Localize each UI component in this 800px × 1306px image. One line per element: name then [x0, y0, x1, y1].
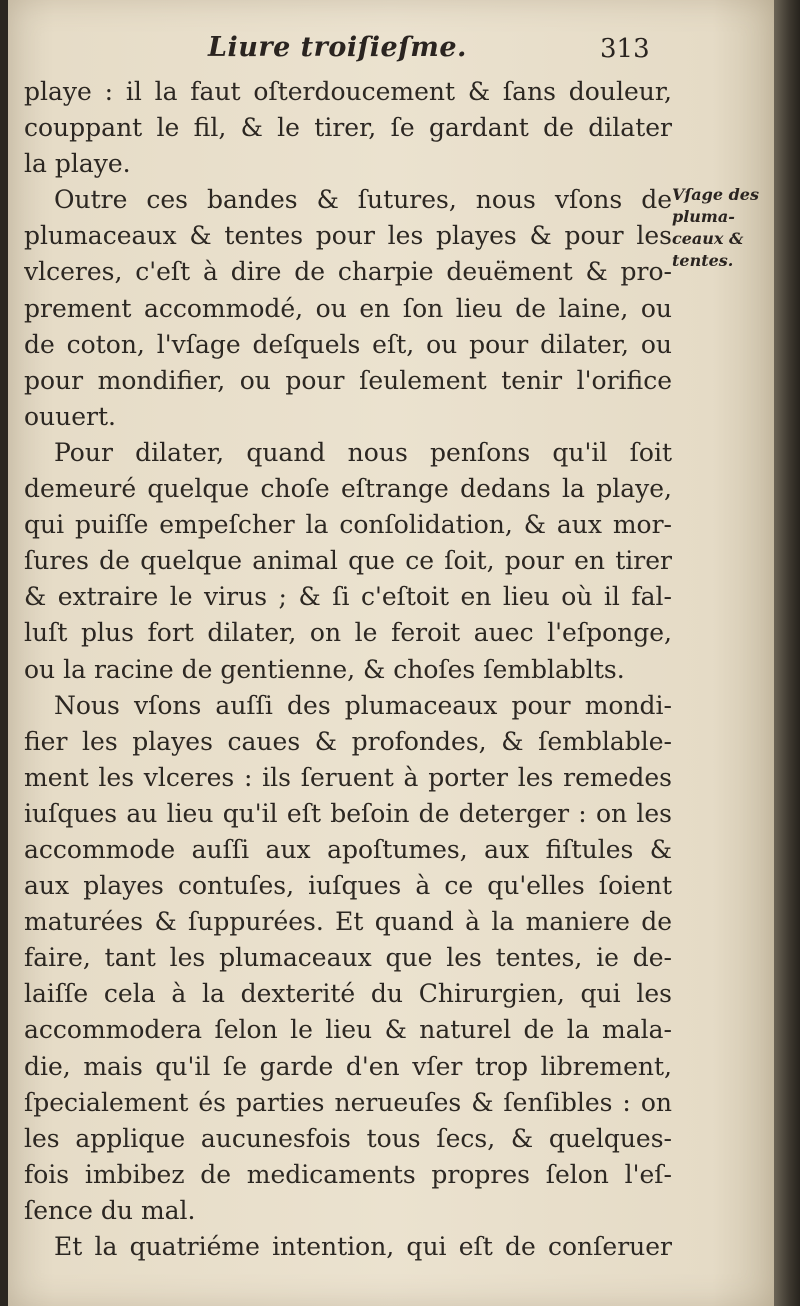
book-page	[8, 0, 774, 1306]
marginal-note-line: pluma-	[672, 207, 735, 226]
marginal-note-line: ceaux &	[672, 229, 744, 248]
text-line: faire, tant les plumaceaux que les tentes, ie de-	[24, 943, 672, 973]
text-line: Pour dilater, quand nous penſons qu'il ſoit	[54, 437, 672, 467]
text-line: vlceres, c'eſt à dire de charpie deuëment & pro-	[24, 257, 672, 287]
text-line: ou la racine de gentienne, & choſes ſemblablts.	[24, 654, 625, 684]
text-line: prement accommodé, ou en ſon lieu de laine, ou	[24, 293, 672, 323]
text-line: maturées & ſuppurées. Et quand à la maniere de	[24, 907, 672, 937]
marginal-note-line: Vſage des	[672, 185, 759, 204]
text-line: ſence du mal.	[24, 1195, 196, 1225]
text-line: iuſques au lieu qu'il eſt beſoin de deterger : on les	[24, 798, 672, 828]
text-line: ſpecialement és parties nerueuſes & ſenſibles : on	[24, 1087, 672, 1117]
text-line: la playe.	[24, 149, 131, 179]
text-line: couppant le fil, & le tirer, ſe gardant de dilater	[24, 113, 672, 143]
text-line: aux playes contuſes, iuſques à ce qu'elles ſoient	[24, 871, 672, 901]
text-line: ouuert.	[24, 401, 116, 431]
page-header	[8, 30, 774, 80]
body-text	[24, 74, 672, 1265]
text-line: plumaceaux & tentes pour les playes & pour les	[24, 221, 672, 251]
text-line: pour mondifier, ou pour ſeulement tenir l'orifice	[24, 365, 672, 395]
text-line: Nous vſons auſſi des plumaceaux pour mondi-	[54, 690, 672, 720]
text-line: ment les vlceres : ils ſeruent à porter les remedes	[24, 762, 672, 792]
text-line: laiſſe cela à la dexterité du Chirurgien, qui les	[24, 979, 672, 1009]
text-line: Et la quatriéme intention, qui eſt de conſeruer	[54, 1232, 672, 1261]
text-line: accommode auſſi aux apoſtumes, aux fiſtules &	[24, 834, 672, 864]
text-line: ſures de quelque animal que ce ſoit, pour en tirer	[24, 546, 672, 576]
book-gutter-edge	[774, 0, 800, 1306]
text-line: fier les playes caues & profondes, & ſemblable-	[24, 726, 672, 756]
marginal-note	[672, 184, 782, 272]
text-line: fois imbibez de medicaments propres ſelon l'eſ-	[24, 1159, 672, 1189]
text-line: die, mais qu'il ſe garde d'en vſer trop librement,	[24, 1051, 672, 1081]
page-number: 313	[600, 34, 650, 64]
text-line: & extraire le virus ; & ſi c'eſtoit en lieu où il fal-	[24, 582, 672, 612]
text-line: qui puiſſe empeſcher la conſolidation, & aux mor-	[24, 510, 672, 540]
running-title: Liure troiſieſme.	[208, 32, 467, 63]
text-line: luſt plus fort dilater, on le feroit auec l'eſponge,	[24, 618, 672, 648]
text-line: demeuré quelque choſe eſtrange dedans la playe,	[24, 474, 672, 504]
text-line: Outre ces bandes & ſutures, nous vſons de	[54, 185, 672, 215]
text-line: de coton, l'vſage deſquels eſt, ou pour dilater, ou	[24, 329, 672, 359]
text-line: playe : il la faut oſterdoucement & ſans douleur,	[24, 77, 672, 106]
text-line: accommodera ſelon le lieu & naturel de la mala-	[24, 1015, 672, 1045]
text-line: les applique aucunesfois tous ſecs, & quelques-	[24, 1123, 672, 1153]
marginal-note-line: tentes.	[672, 251, 734, 270]
